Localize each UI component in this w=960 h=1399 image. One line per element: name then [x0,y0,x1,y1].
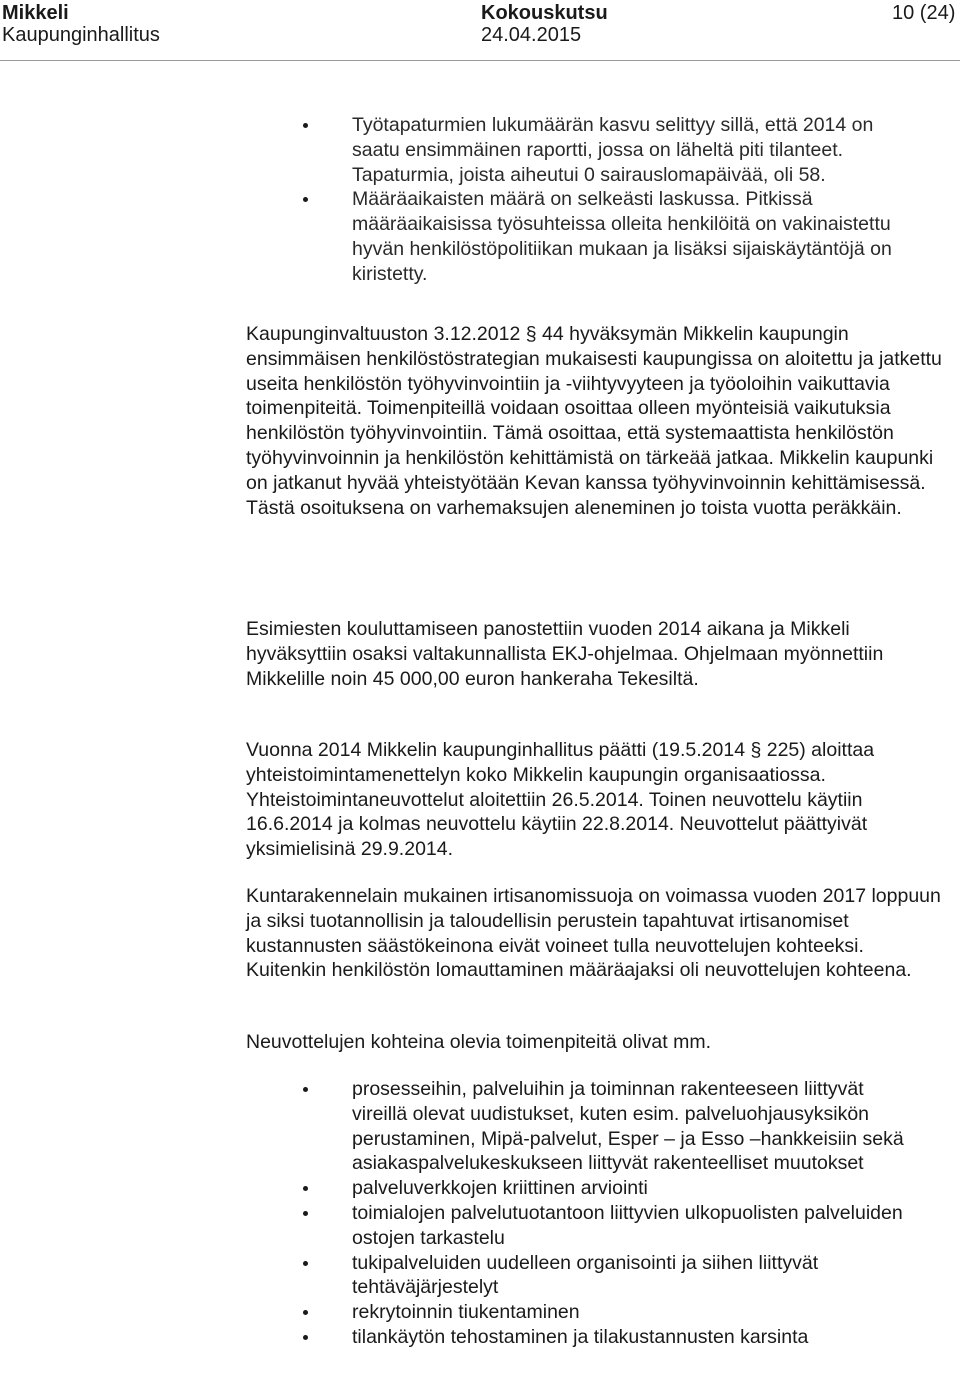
paragraph: Esimiesten kouluttamiseen panostettiin vuoden 2014 aikana ja Mikkeli hyväksyttiin osaksi valtakunnallista EKJ-ohjelmaa. Ohjelmaan myönnettiin Mikkelille noin 45 000,00 euron hankeraha Tekesiltä. [246,618,884,690]
paragraph: Kaupunginvaltuuston 3.12.2012 § 44 hyväksymän Mikkelin kaupungin ensimmäisen henkilöstöstrategian mukaisesti kaupungissa on aloitettu ja jatkettu useita henkilöstön työhyvinvointiin ja -viihtyvyyteen ja työoloihin vaikuttavia toimenpiteitä. Toimenpiteillä voidaan osoittaa olleen myönteisiä vaikutuksia henkilöstön työhyvinvointiin. Tämä osoittaa, että systemaattista henkilöstön työhyvinvoinnin ja henkilöstön kehittämistä on tärkeää jatkaa. Mikkelin kaupunki on jatkanut hyvää yhteistyötään Kevan kanssa työhyvinvoinnin kehittämisessä. Tästä osoituksena on varhemaksujen aleneminen jo toista vuotta peräkkäin. [246,323,942,519]
header-divider [0,60,960,61]
paragraph: Neuvottelujen kohteina olevia toimenpiteitä olivat mm. [246,1031,712,1053]
list-item [0,187,912,286]
list-item [0,1176,912,1201]
list-item [0,1300,912,1325]
list-item-text: tilankäytön tehostaminen ja tilakustannusten karsinta [352,1325,809,1348]
bullet-icon [303,123,308,128]
page-header [0,0,960,62]
list-item-text: Työtapaturmien lukumäärän kasvu selittyy sillä, että 2014 on saatu ensimmäinen raportti, jossa on läheltä piti tilanteet. Tapaturmia, joista aiheutui 0 sairauslomapäivää, oli 58. [352,114,874,186]
list-item [0,1077,912,1176]
bottom-bullet-list [0,1077,912,1350]
list-item-text: prosesseihin, palveluihin ja toiminnan rakenteeseen liittyvät vireillä olevat uudistukset, kuten esim. palveluohjausyksikön perustaminen, Mipä-palvelut, Esper – ja Esso –hankkeisiin sekä asiakaspalvelukeskukseen liittyvät rakenteelliset muutokset [352,1078,904,1175]
header-page-number: 10 (24) [892,2,956,24]
bullet-icon [303,1211,308,1216]
paragraph: Vuonna 2014 Mikkelin kaupunginhallitus päätti (19.5.2014 § 225) aloittaa yhteistoimintamenettelyn koko Mikkelin kaupungin organisaatiossa. Yhteistoimintaneuvottelut aloitettiin 26.5.2014. Toinen neuvottelu käytiin 16.6.2014 ja kolmas neuvottelu käytiin 22.8.2014. Neuvottelut päättyivät yksimielisinä 29.9.2014. [246,739,875,861]
list-item [0,1201,912,1251]
header-department: Kaupunginhallitus [2,24,160,46]
header-org: Mikkeli [2,2,69,24]
bullet-icon [303,1186,308,1191]
bullet-icon [303,1335,308,1340]
paragraph: Kuntarakennelain mukainen irtisanomissuoja on voimassa vuoden 2017 loppuun ja siksi tuotannollisin ja taloudellisin perustein tapahtuvat irtisanomiset kustannusten säästökeinona eivät voineet tulla neuvottelujen kohteeksi. Kuitenkin henkilöstön lomauttaminen määräajaksi oli neuvottelujen kohteena. [246,885,941,982]
list-item-text: rekrytoinnin tiukentaminen [352,1301,580,1324]
list-item-text: toimialojen palvelutuotantoon liittyvien ulkopuolisten palveluiden ostojen tarkastelu [352,1201,903,1249]
header-date: 24.04.2015 [481,24,582,46]
bullet-icon [303,1310,308,1315]
bullet-icon [303,1261,308,1266]
list-item-text: tukipalveluiden uudelleen organisointi ja siihen liittyvät tehtäväjärjestelyt [352,1251,819,1299]
list-item [0,1325,912,1350]
list-item-text: Määräaikaisten määrä on selkeästi laskussa. Pitkissä määräaikaisissa työsuhteissa olleita henkilöitä on vakinaistettu hyvän henkilöstöpolitiikan mukaan ja lisäksi sijaiskäytäntöjä on kiristetty. [352,188,892,285]
top-bullet-list [0,113,912,287]
list-item [0,113,912,187]
bullet-icon [303,1087,308,1092]
list-item [0,1251,912,1301]
header-document-type: Kokouskutsu [481,2,608,24]
bullet-icon [303,197,308,202]
list-item-text: palveluverkkojen kriittinen arviointi [352,1177,648,1200]
